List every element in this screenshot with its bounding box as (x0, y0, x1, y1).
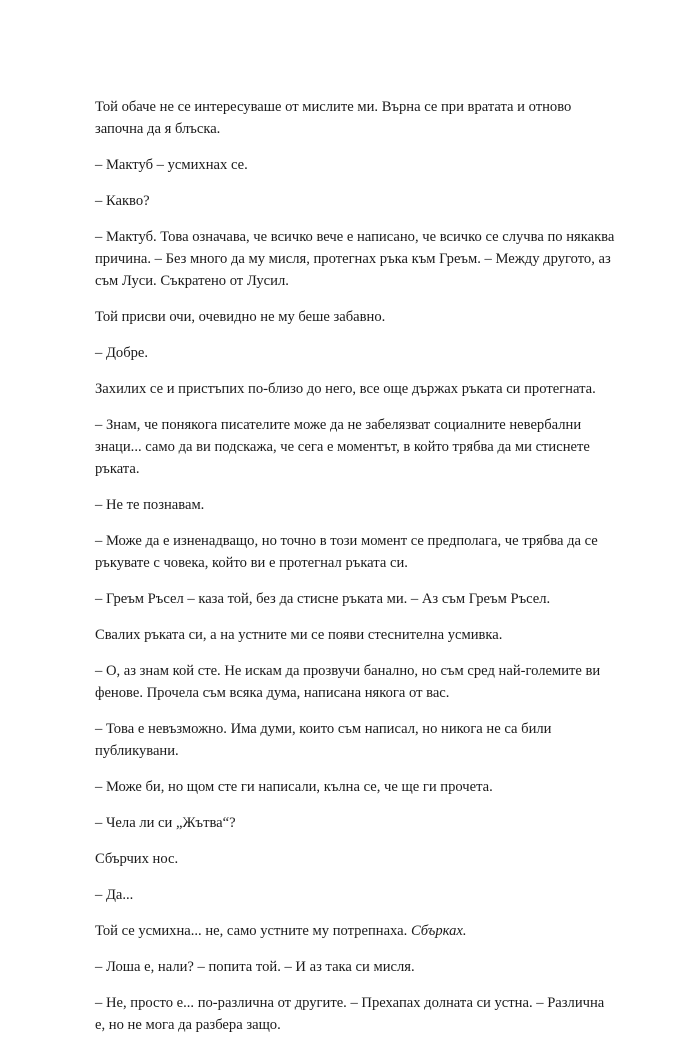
paragraph: – Знам, че понякога писателите може да не забелязват социалните невербални знаци... само да ви подскажа, че сега е моментът, в който трябва да ми стиснете ръката. (95, 417, 590, 477)
paragraph: – Това е невъзможно. Има думи, които съм написал, но никога не са били публикувани. (95, 721, 552, 759)
paragraph: – Не, просто е... по-различна от другите. – Прехапах долната си устна. – Различна е, но не мога да разбера защо. (95, 995, 605, 1033)
paragraph: – Мактуб. Това означава, че всичко вече е написано, че всичко се случва по някаква причина. – Без много да му мисля, протегнах ръка към Греъм. – Между другото, аз съм Луси. Съкратено от Лусил. (95, 229, 615, 289)
paragraph: Сбърчих нос. (95, 851, 179, 867)
paragraph: – Не те познавам. (95, 497, 205, 513)
paragraph: – Какво? (95, 193, 150, 209)
paragraph: – Греъм Ръсел – каза той, без да стисне ръката ми. – Аз съм Греъм Ръсел. (95, 591, 551, 607)
paragraph: Свалих ръката си, а на устните ми се появи стеснителна усмивка. (95, 627, 503, 643)
paragraph: – Да... (95, 887, 134, 903)
paragraph: – Мактуб – усмихнах се. (95, 157, 248, 173)
body-text (95, 96, 615, 1050)
paragraph: – Може би, но щом сте ги написали, кълна се, че ще ги прочета. (95, 779, 493, 795)
paragraph: Захилих се и пристъпих по-близо до него, все още държах ръката си протегната. (95, 381, 596, 397)
paragraph: Той обаче не се интересуваше от мислите ми. Върна се при вратата и отново започна да я блъска. (95, 99, 572, 137)
emphasized-text: Сбърках. (410, 923, 467, 939)
paragraph-with-emphasis (95, 920, 615, 942)
paragraph: – О, аз знам кой сте. Не искам да прозвучи банално, но съм сред най-големите ви фенове. Прочела съм всяка дума, написана някога от вас. (95, 663, 601, 701)
paragraph: – Лоша е, нали? – попита той. – И аз така си мисля. (95, 959, 415, 975)
paragraph: – Може да е изненадващо, но точно в този момент се предполага, че трябва да се ръкувате с човека, който ви е протегнал ръката си. (95, 533, 598, 571)
paragraph-text: Той се усмихна... не, само устните му потрепнаха. (95, 923, 411, 939)
paragraph: – Добре. (95, 345, 149, 361)
paragraph: Той присви очи, очевидно не му беше забавно. (95, 309, 386, 325)
paragraph: – Чела ли си „Жътва“? (95, 815, 236, 831)
